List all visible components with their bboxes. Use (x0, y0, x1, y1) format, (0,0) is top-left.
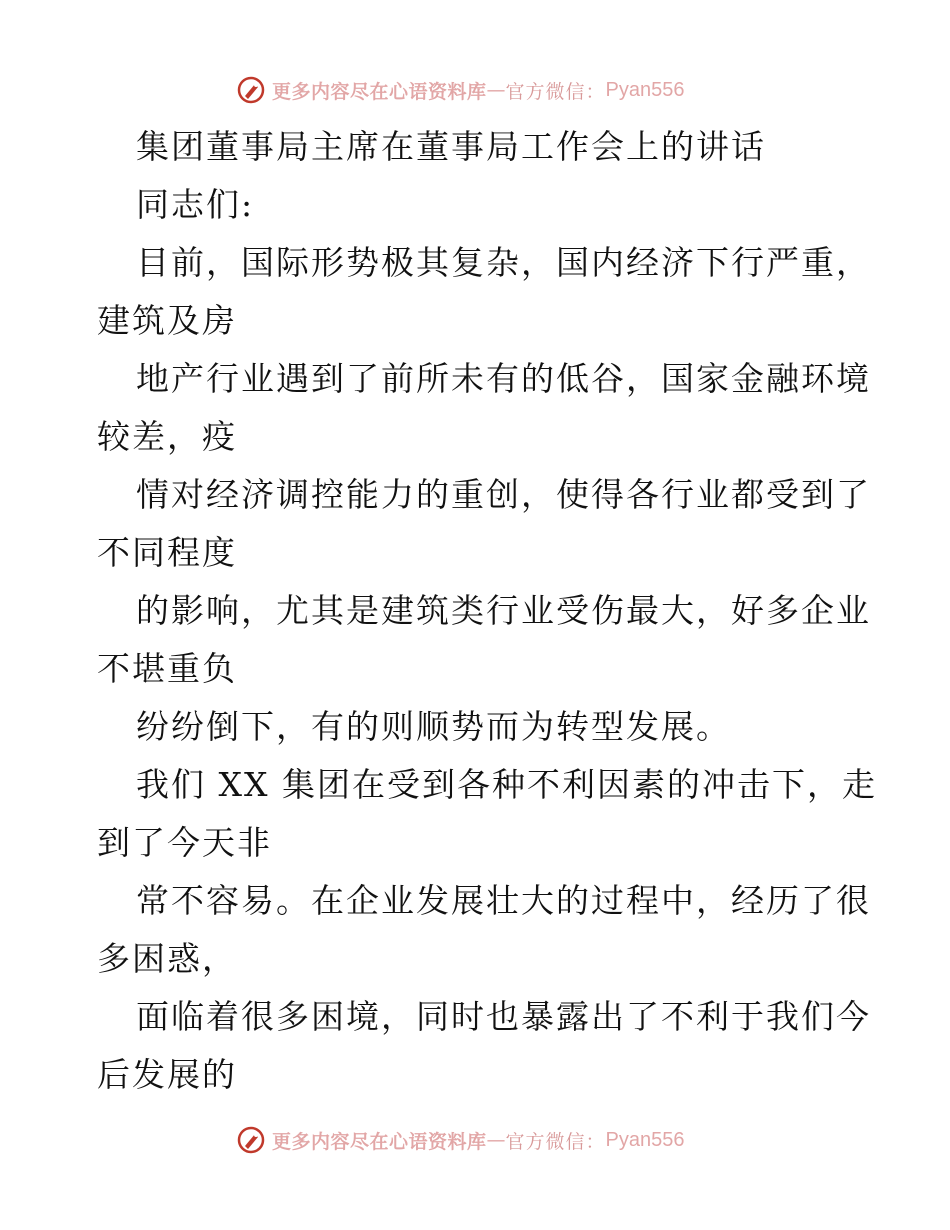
text-line: 情对经济调控能力的重创，使得各行业都受到了 (136, 475, 871, 514)
text-line: 的影响，尤其是建筑类行业受伤最大，好多企业 (136, 591, 871, 630)
text-line: 地产行业遇到了前所未有的低谷，国家金融环境 (136, 359, 871, 398)
watermark-text: 更多内容尽在心语资料库 (272, 1130, 487, 1153)
text-line: 到了今天非 (97, 823, 272, 862)
text-line: 常不容易。在企业发展壮大的过程中，经历了很 (136, 881, 871, 920)
watermark-id: Pyan556 (605, 1128, 685, 1151)
document-body (97, 118, 877, 1104)
text-line: 较差，疫 (97, 417, 237, 456)
text-line: 建筑及房 (97, 301, 237, 340)
footer-watermark (236, 1122, 685, 1158)
text-line: 不堪重负 (97, 649, 237, 688)
text-line: 多困惑， (97, 939, 237, 978)
header-watermark (236, 72, 685, 108)
document-title: 集团董事局主席在董事局工作会上的讲话 (136, 127, 766, 166)
pen-nib-logo-icon (236, 75, 266, 105)
text-line: 纷纷倒下，有的则顺势而为转型发展。 (136, 707, 731, 746)
text-line: 目前，国际形势极其复杂，国内经济下行严重， (136, 243, 871, 282)
text-line: 后发展的 (97, 1055, 237, 1094)
watermark-text: 更多内容尽在心语资料库 (272, 80, 487, 103)
pen-nib-logo-icon (236, 1125, 266, 1155)
text-line: 面临着很多困境，同时也暴露出了不利于我们今 (136, 997, 871, 1036)
watermark-dash: — (486, 79, 506, 101)
watermark-label: 官方微信： (505, 1130, 606, 1153)
watermark-label: 官方微信： (505, 80, 606, 103)
paragraph-lines (97, 234, 877, 1104)
text-line: 不同程度 (97, 533, 237, 572)
watermark-dash: — (486, 1129, 506, 1151)
watermark-id: Pyan556 (605, 78, 685, 101)
greeting: 同志们: (136, 185, 255, 224)
text-line: 我们 XX 集团在受到各种不利因素的冲击下，走 (136, 765, 877, 804)
